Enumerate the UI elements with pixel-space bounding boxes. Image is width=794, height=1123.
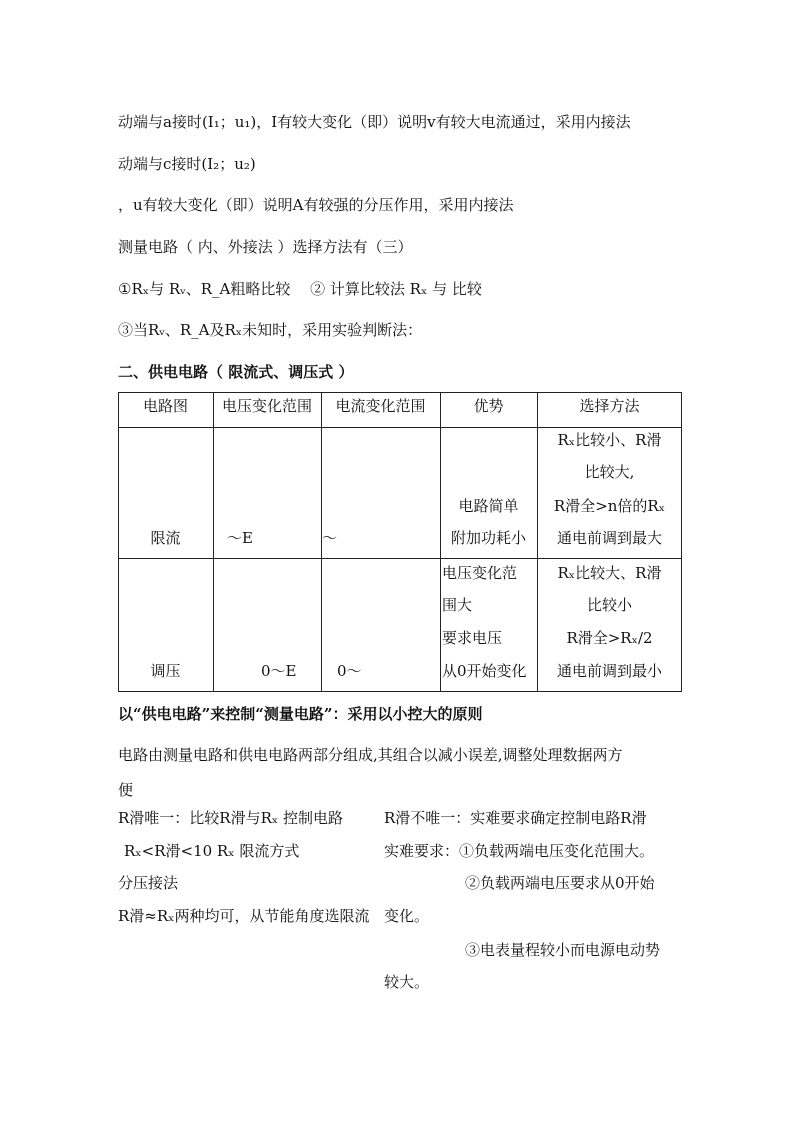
row2-advantage-line4: 从0开始变化: [442, 662, 527, 680]
text-line-3: ，u有较大变化（即）说明A有较强的分压作用，采用内接法: [118, 196, 514, 214]
row1-name: 限流: [150, 529, 181, 547]
text-line-4: 测量电路（ 内、外接法 ）选择方法有（三）: [118, 238, 413, 256]
principle-line: 以“供电电路”来控制“测量电路”：采用以小控大的原则: [118, 705, 483, 723]
row2-name: 调压: [150, 662, 181, 680]
row2-method-line2: 比较小: [586, 596, 632, 614]
right-col-line-3: ②负载两端电压要求从0开始: [465, 874, 655, 892]
row1-advantage-line2: 附加功耗小: [450, 529, 526, 547]
row1-method-line4: 通电前调到最大: [556, 529, 662, 547]
text-line-2: 动端与c接时(I₂；u₂): [118, 155, 256, 173]
row1-current: ～: [322, 529, 338, 547]
right-col-line-2: 实难要求：①负载两端电压变化范围大。: [384, 842, 655, 860]
row1-method-line3: R滑全>n倍的Rₓ: [553, 497, 666, 515]
left-col-line-4: R滑≈Rₓ两种均可，从节能角度选限流: [118, 907, 370, 925]
text-line-5: ①Rₓ与 Rᵥ、R_A粗略比较 ② 计算比较法 Rₓ 与 比较: [118, 280, 482, 298]
row2-current: 0～: [337, 662, 362, 680]
header-current-range: 电流变化范围: [335, 397, 426, 415]
right-col-line-6: 较大。: [384, 973, 430, 991]
right-col-line-1: R滑不唯一：实难要求确定控制电路R滑: [384, 809, 647, 827]
row2-method-line4: 通电前调到最小: [556, 662, 662, 680]
header-voltage-range: 电压变化范围: [221, 397, 312, 415]
row1-voltage: ～E: [227, 529, 253, 547]
row2-voltage: 0～E: [261, 662, 297, 680]
row2-advantage-line3: 要求电压: [442, 629, 503, 647]
description-line-1: 电路由测量电路和供电电路两部分组成,其组合以减小误差,调整处理数据两方: [118, 746, 623, 764]
left-col-line-2: Rₓ<R滑<10 Rₓ 限流方式: [124, 842, 300, 860]
header-circuit-diagram: 电路图: [142, 397, 188, 415]
row1-method-line1: Rₓ比较小、R滑: [557, 431, 662, 449]
row1-advantage-line1: 电路简单: [458, 497, 519, 515]
text-line-6: ③当Rᵥ、R_A及Rₓ未知时，采用实验判断法：: [118, 321, 423, 339]
left-col-line-3: 分压接法: [118, 874, 179, 892]
right-col-line-4: 变化。: [384, 907, 430, 925]
description-line-2: 便: [118, 781, 134, 799]
row2-advantage-line2: 围大: [442, 596, 473, 614]
row2-advantage-line1: 电压变化范: [442, 564, 518, 582]
header-selection-method: 选择方法: [579, 397, 640, 415]
header-advantage: 优势: [473, 397, 504, 415]
text-line-1: 动端与a接时(I₁；u₁)，I有较大变化（即）说明v有较大电流通过，采用内接法: [118, 113, 631, 131]
right-col-line-5: ③电表量程较小而电源电动势: [465, 941, 661, 959]
row2-method-line1: Rₓ比较大、R滑: [557, 564, 662, 582]
section-title: 二、供电电路（ 限流式、调压式 ）: [118, 363, 354, 381]
row1-method-line2: 比较大,: [584, 463, 635, 481]
left-col-line-1: R滑唯一：比较R滑与Rₓ 控制电路: [118, 809, 344, 827]
row2-method-line3: R滑全>Rₓ/2: [566, 629, 653, 647]
